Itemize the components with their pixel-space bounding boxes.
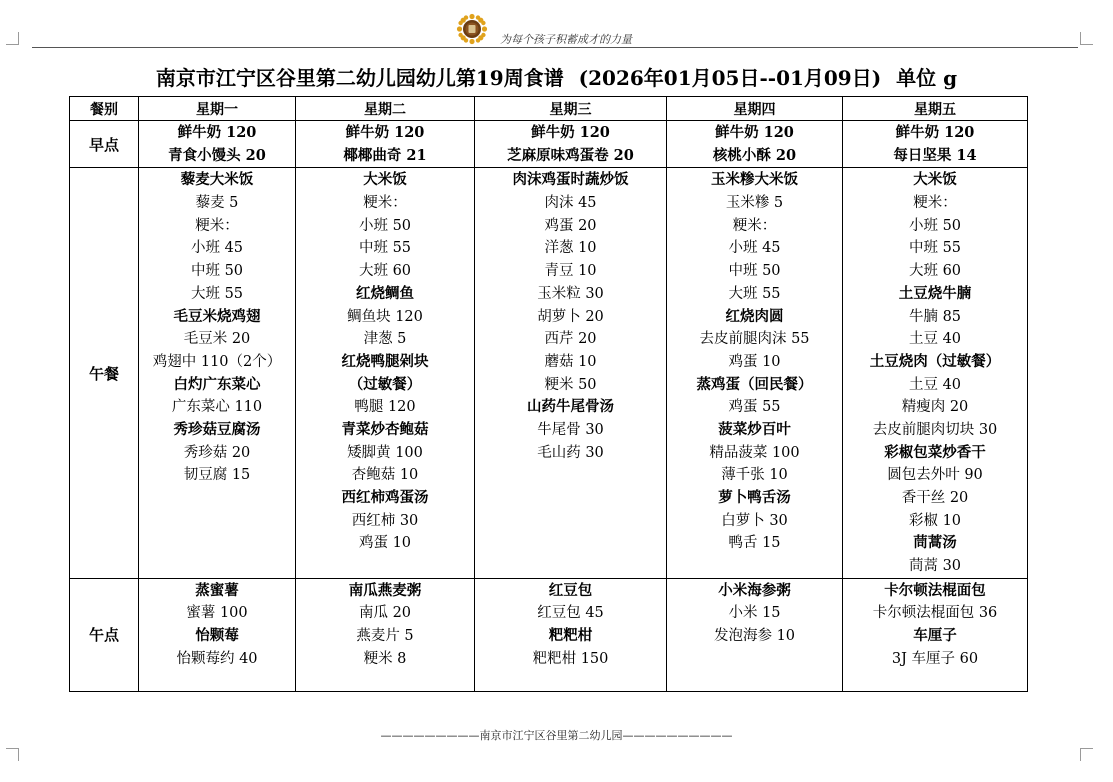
dish-name: 茼蒿汤 (913, 534, 957, 552)
ingredient-line: 中班 50 (190, 263, 244, 280)
dish-name: 彩椒包菜炒香干 (884, 443, 986, 461)
dish-name: 青菜炒杏鲍菇 (341, 420, 429, 438)
dish-name: 青食小馒头 20 (168, 146, 266, 164)
ingredient-line: 鸡蛋 10 (358, 535, 412, 552)
ingredient-line: 藜麦 5 (195, 195, 239, 212)
menu-cell (475, 578, 667, 691)
ingredient-line: 玉米粒 30 (537, 285, 604, 302)
dish-name: 大米饭 (913, 171, 957, 189)
ingredient-line: 小班 50 (358, 217, 412, 234)
ingredient-line: 津葱 5 (363, 331, 407, 348)
ingredient-line: 中班 55 (908, 240, 962, 257)
dish-name: 红豆包 (548, 581, 593, 599)
menu-cell (667, 578, 843, 691)
ingredient-line: 鸡翅中 110（2个） (152, 353, 282, 370)
ingredient-line: 发泡海参 10 (713, 628, 796, 645)
ingredient-line: 彩椒 10 (908, 512, 962, 529)
dish-name: 菠菜炒百叶 (718, 420, 791, 438)
ingredient-line: 矮脚黄 100 (347, 444, 423, 461)
ingredient-line: 玉米糁 5 (725, 195, 784, 212)
title-dates: (2026年01月05日--01月09日) (578, 66, 882, 90)
ingredient-line: 大班 55 (190, 285, 244, 302)
meal-label: 午餐 (70, 168, 139, 578)
ingredient-line: 西芹 20 (544, 331, 597, 348)
ingredient-line: 毛山药 30 (537, 444, 604, 461)
col-header-tuesday: 星期二 (296, 97, 475, 121)
title-unit: 单位 g (896, 66, 958, 90)
ingredient-line: 西红柿 30 (351, 512, 419, 529)
ingredient-line: 牛腩 85 (908, 308, 962, 325)
ingredient-line: 薄千张 10 (721, 467, 788, 484)
dish-name: 大米饭 (363, 171, 407, 189)
meal-label: 午点 (70, 578, 139, 691)
menu-table (69, 96, 1028, 692)
dish-name: 肉沫鸡蛋时蔬炒饭 (512, 171, 629, 189)
dish-name: 西红柿鸡蛋汤 (341, 489, 429, 506)
dish-name: 椰椰曲奇 21 (343, 146, 427, 164)
ingredient-line: 蜜薯 100 (186, 605, 248, 622)
dish-name: 蒸蜜薯 (195, 581, 239, 599)
ingredient-line: 3J 车厘子 60 (891, 650, 979, 667)
ingredient-line: 粳米： (363, 195, 407, 212)
ingredient-line: 茼蒿 30 (908, 558, 962, 575)
menu-cell (667, 121, 843, 168)
dish-name: 车厘子 (913, 627, 957, 645)
ingredient-line: 鸡蛋 10 (728, 353, 781, 370)
ingredient-line: 粳米 8 (363, 650, 407, 667)
kindergarten-logo-icon (456, 13, 488, 45)
ingredient-line: 蘑菇 10 (544, 353, 597, 370)
ingredient-line: 广东菜心 110 (171, 399, 263, 416)
dish-name: 土豆烧牛腩 (898, 284, 972, 302)
ingredient-line: 中班 55 (358, 240, 412, 257)
dish-name: 藜麦大米饭 (180, 171, 254, 189)
menu-cell (667, 168, 843, 578)
ingredient-line: 大班 55 (728, 285, 781, 302)
dish-name: （过敏餐） (348, 375, 422, 393)
ingredient-line: 精品菠菜 100 (709, 444, 800, 461)
dish-name: 山药牛尾骨汤 (527, 398, 614, 416)
crop-mark-top-left (6, 32, 19, 45)
crop-mark-bottom-right (1080, 748, 1093, 761)
ingredient-line: 中班 50 (728, 263, 781, 280)
menu-cell (843, 121, 1028, 168)
dish-name: 蒸鸡蛋（回民餐） (696, 375, 813, 393)
col-header-friday: 星期五 (843, 97, 1028, 121)
col-header-monday: 星期一 (139, 97, 296, 121)
ingredient-line: 粳米 50 (544, 376, 597, 393)
ingredient-line: 小班 50 (908, 217, 962, 234)
ingredient-line: 红豆包 45 (537, 605, 604, 622)
ingredient-line: 洋葱 10 (544, 240, 597, 257)
menu-cell (296, 168, 475, 578)
menu-cell (139, 578, 296, 691)
page-title (0, 62, 1113, 91)
crop-mark-bottom-left (6, 748, 19, 761)
dish-name: 鲜牛奶 120 (895, 124, 975, 141)
dish-name: 土豆烧肉（过敏餐） (869, 352, 1001, 370)
meal-row (70, 168, 1028, 578)
ingredient-line: 大班 60 (358, 263, 412, 280)
col-header-wednesday: 星期三 (475, 97, 667, 121)
ingredient-line: 南瓜 20 (358, 605, 412, 622)
dish-name: 红烧肉圆 (725, 307, 784, 325)
ingredient-line: 小米 15 (728, 605, 781, 622)
ingredient-line: 秀珍菇 20 (183, 444, 251, 461)
ingredient-line: 燕麦片 5 (356, 628, 414, 645)
meal-row (70, 121, 1028, 168)
dish-name: 红烧鲷鱼 (356, 284, 414, 302)
ingredient-line: 卡尔顿法棍面包 36 (872, 605, 998, 622)
ingredient-line: 鸡蛋 55 (728, 399, 781, 416)
crop-mark-top-right (1080, 32, 1093, 45)
ingredient-line: 粑粑柑 150 (532, 650, 609, 667)
ingredient-line: 牛尾骨 30 (537, 421, 604, 438)
ingredient-line: 粳米： (195, 217, 239, 234)
ingredient-line: 鲷鱼块 120 (347, 308, 423, 325)
footer: —————————南京市江宁区谷里第二幼儿园—————————— (380, 729, 733, 742)
dish-name: 粑粑柑 (548, 627, 593, 645)
dish-name: 红烧鸭腿剁块 (341, 352, 429, 370)
slogan: 为每个孩子积蓄成才的力量 (500, 33, 632, 46)
ingredient-line: 粳米： (732, 217, 777, 234)
ingredient-line: 毛豆米 20 (183, 331, 251, 348)
dish-name: 卡尔顿法棍面包 (884, 581, 986, 599)
ingredient-line: 圆包去外叶 90 (887, 467, 983, 484)
menu-cell (843, 168, 1028, 578)
meal-row (70, 578, 1028, 691)
dish-name: 小米海参粥 (718, 581, 791, 599)
menu-cell (139, 168, 296, 578)
dish-name: 芝麻原味鸡蛋卷 20 (507, 146, 634, 164)
title-main: 南京市江宁区谷里第二幼儿园幼儿第19周食谱 (155, 66, 564, 90)
dish-name: 鲜牛奶 120 (531, 124, 610, 141)
dish-name: 秀珍菇豆腐汤 (173, 420, 261, 438)
ingredient-line: 白萝卜 30 (721, 512, 788, 529)
ingredient-line: 小班 45 (190, 240, 244, 257)
ingredient-line: 小班 45 (728, 240, 781, 257)
dish-name: 玉米糁大米饭 (711, 171, 798, 189)
dish-name: 怡颗莓 (195, 627, 239, 645)
ingredient-line: 肉沫 45 (544, 195, 597, 212)
ingredient-line: 鸡蛋 20 (544, 217, 597, 234)
ingredient-line: 粳米： (913, 195, 957, 212)
menu-cell (475, 168, 667, 578)
ingredient-line: 杏鲍菇 10 (351, 467, 419, 484)
ingredient-line: 青豆 10 (544, 263, 597, 280)
ingredient-line: 精瘦肉 20 (901, 399, 969, 416)
ingredient-line: 怡颗莓约 40 (176, 650, 258, 667)
ingredient-line: 韧豆腐 15 (183, 467, 251, 484)
dish-name: 鲜牛奶 120 (715, 124, 794, 141)
ingredient-line: 鸭舌 15 (728, 535, 781, 552)
ingredient-line: 土豆 40 (908, 376, 962, 393)
dish-name: 每日坚果 14 (893, 146, 977, 164)
dish-name: 南瓜燕麦粥 (348, 581, 422, 599)
menu-cell (843, 578, 1028, 691)
dish-name: 白灼广东菜心 (173, 375, 261, 393)
menu-cell (296, 578, 475, 691)
header-divider (32, 47, 1078, 48)
ingredient-line: 胡萝卜 20 (537, 308, 604, 325)
col-header-meal: 餐别 (70, 97, 139, 121)
ingredient-line: 去皮前腿肉沫 55 (699, 331, 810, 348)
meal-label: 早点 (70, 121, 139, 168)
menu-cell (475, 121, 667, 168)
menu-cell (139, 121, 296, 168)
dish-name: 鲜牛奶 120 (345, 124, 425, 141)
col-header-thursday: 星期四 (667, 97, 843, 121)
dish-name: 核桃小酥 20 (712, 146, 797, 164)
menu-cell (296, 121, 475, 168)
ingredient-line: 大班 60 (908, 263, 962, 280)
dish-name: 萝卜鸭舌汤 (718, 489, 791, 506)
dish-name: 鲜牛奶 120 (177, 124, 257, 141)
header-row (70, 97, 1028, 121)
ingredient-line: 去皮前腿肉切块 30 (872, 421, 998, 438)
dish-name: 毛豆米烧鸡翅 (173, 307, 261, 325)
ingredient-line: 鸭腿 120 (354, 399, 416, 416)
ingredient-line: 土豆 40 (908, 331, 962, 348)
ingredient-line: 香干丝 20 (901, 490, 969, 506)
